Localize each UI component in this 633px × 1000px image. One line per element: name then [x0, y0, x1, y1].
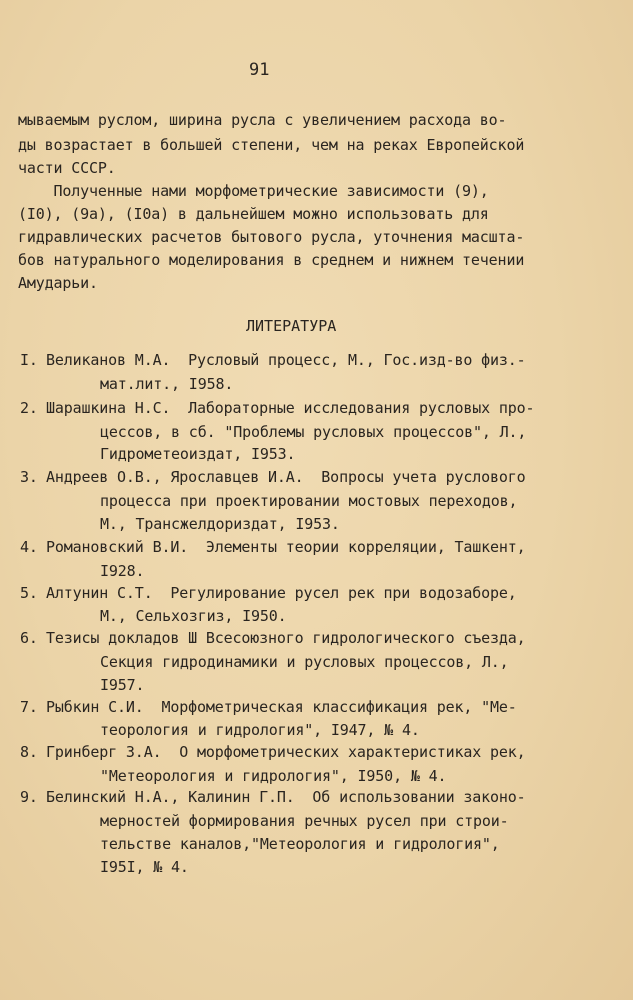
reference-line: I957. — [100, 676, 145, 694]
reference-number: 3. — [20, 468, 38, 486]
reference-line: I95I, № 4. — [100, 858, 189, 876]
reference-line: Тезисы докладов Ш Всесоюзного гидрологического съезда, — [46, 629, 526, 647]
reference-line: мат.лит., I958. — [100, 375, 234, 393]
reference-line: I928. — [100, 562, 145, 580]
reference-number: 8. — [20, 743, 38, 761]
reference-line: Гринберг З.А. О морфометрических характеристиках рек, — [46, 743, 526, 761]
reference-line: Рыбкин С.И. Морфометрическая классификация рек, "Ме- — [46, 698, 517, 716]
reference-number: 2. — [20, 399, 38, 417]
body-line: Полученные нами морфометрические зависимости (9), — [18, 182, 489, 200]
reference-number: 7. — [20, 698, 38, 716]
reference-line: "Метеорология и гидрология", I950, № 4. — [100, 767, 447, 785]
body-line: мываемым руслом, ширина русла с увеличением расхода во- — [18, 111, 507, 129]
reference-number: I. — [20, 351, 38, 369]
body-line: гидравлических расчетов бытового русла, уточнения масшта- — [18, 228, 525, 246]
reference-number: 6. — [20, 629, 38, 647]
reference-line: теорология и гидрология", I947, № 4. — [100, 721, 420, 739]
reference-line: Белинский Н.А., Калинин Г.П. Об использовании законо- — [46, 788, 526, 806]
reference-number: 4. — [20, 538, 38, 556]
body-line: (I0), (9а), (I0а) в дальнейшем можно использовать для — [18, 205, 489, 223]
reference-line: Секция гидродинамики и русловых процессов, Л., — [100, 653, 509, 671]
reference-number: 9. — [20, 788, 38, 806]
reference-line: Андреев О.В., Ярославцев И.А. Вопросы учета руслового — [46, 468, 526, 486]
reference-line: М., Трансжелдориздат, I953. — [100, 515, 340, 533]
body-line: ды возрастает в большей степени, чем на реках Европейской — [18, 136, 525, 154]
body-line: бов натурального моделирования в среднем и нижнем течении — [18, 251, 525, 269]
reference-line: тельстве каналов,"Метеорология и гидрология", — [100, 835, 500, 853]
reference-line: Алтунин С.Т. Регулирование русел рек при водозаборе, — [46, 584, 517, 602]
reference-line: цессов, в сб. "Проблемы русловых процессов", Л., — [100, 423, 527, 441]
reference-line: М., Сельхозгиз, I950. — [100, 607, 287, 625]
reference-line: Великанов М.А. Русловый процесс, М., Гос.изд-во физ.- — [46, 351, 526, 369]
reference-number: 5. — [20, 584, 38, 602]
section-heading: ЛИТЕРАТУРА — [246, 317, 337, 335]
body-line: части СССР. — [18, 159, 116, 177]
reference-line: процесса при проектировании мостовых переходов, — [100, 492, 518, 510]
reference-line: Романовский В.И. Элементы теории корреляции, Ташкент, — [46, 538, 526, 556]
reference-line: Шарашкина Н.С. Лабораторные исследования русловых про- — [46, 399, 535, 417]
reference-line: мерностей формирования речных русел при строи- — [100, 812, 509, 830]
reference-line: Гидрометеоиздат, I953. — [100, 445, 296, 463]
page-number: 91 — [249, 60, 270, 80]
body-line: Амударьи. — [18, 274, 98, 292]
